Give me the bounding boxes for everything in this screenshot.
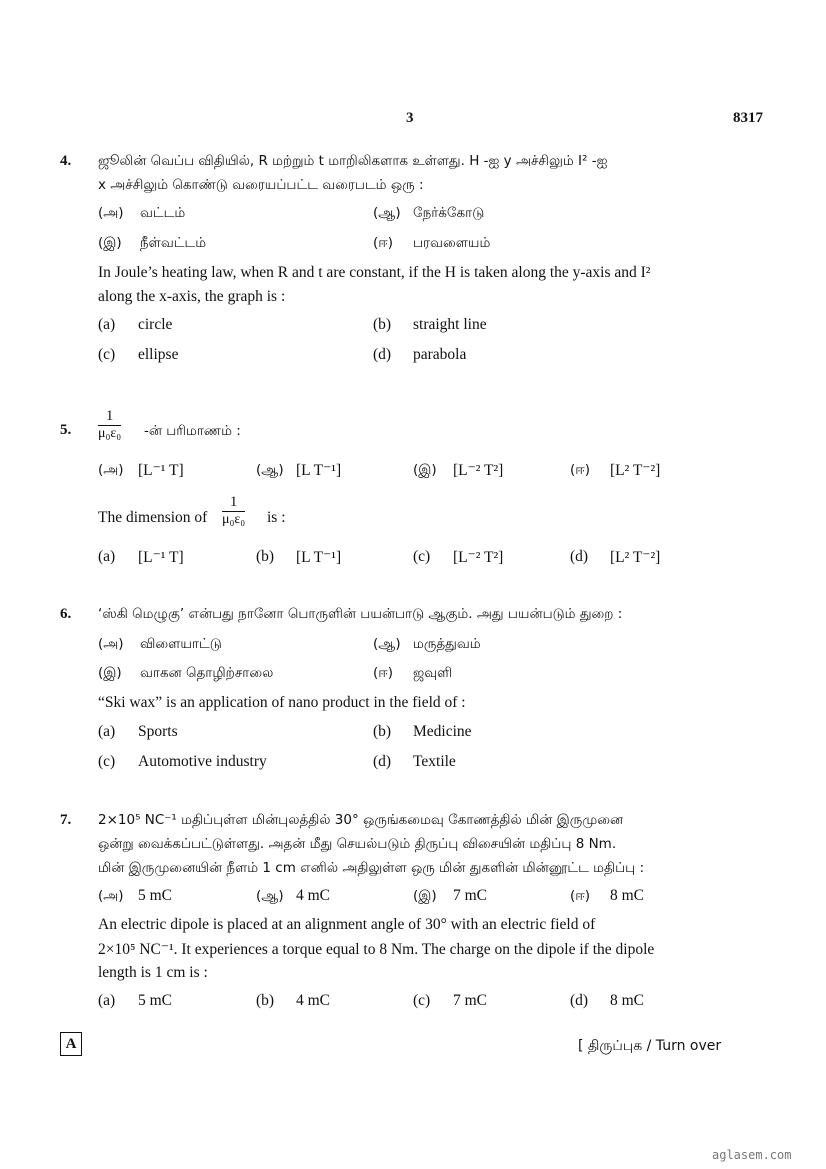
option-label: (இ) <box>98 665 122 681</box>
question-text-en: The dimension of <box>98 509 208 526</box>
fraction <box>98 408 121 442</box>
option-label: (c) <box>413 548 431 565</box>
question-text-en: 2×10⁵ NC⁻¹. It experiences a torque equal to 8 Nm. The charge on the dipole if the dipole <box>98 941 655 958</box>
option-label: (d) <box>373 753 392 770</box>
option-label: (அ) <box>98 462 124 478</box>
option-text: 7 mC <box>453 887 488 904</box>
paper-code: 8317 <box>733 110 763 126</box>
option-text: ellipse <box>138 346 179 363</box>
option-text: ஜவுளி <box>413 665 453 681</box>
option-label: (இ) <box>413 462 437 478</box>
question-text-ta: x அச்சிலும் கொண்டு வரையப்பட்ட வரைபடம் ஒரு : <box>98 177 424 193</box>
option-text: [L² T⁻²] <box>610 462 661 479</box>
option-text: விளையாட்டு <box>140 636 222 652</box>
question-text-en: In Joule’s heating law, when R and t are constant, if the H is taken along the y-axis and I² <box>98 264 651 281</box>
question-text-en: is : <box>267 509 286 526</box>
option-text: 5 mC <box>138 887 173 904</box>
option-label: (அ) <box>98 888 124 904</box>
option-label: (இ) <box>413 888 437 904</box>
turn-over-label <box>578 1036 721 1056</box>
option-text: Textile <box>413 753 456 770</box>
option-text: 5 mC <box>138 992 173 1009</box>
option-label: (ஆ) <box>373 205 401 221</box>
fraction-numerator: 1 <box>222 494 245 512</box>
option-text: நீள்வட்டம் <box>140 235 207 251</box>
option-text: வாகன தொழிற்சாலை <box>140 665 274 681</box>
fraction <box>222 494 245 528</box>
option-text: மருத்துவம் <box>413 636 481 652</box>
option-text: பரவளையம் <box>413 235 491 251</box>
option-label: (a) <box>98 723 116 740</box>
option-label: (ஆ) <box>373 636 401 652</box>
option-label: (இ) <box>98 235 122 251</box>
option-label: (ஈ) <box>373 665 394 681</box>
booklet-series-box: A <box>60 1032 82 1056</box>
option-text: Medicine <box>413 723 472 740</box>
watermark: aglasem.com <box>712 1148 792 1162</box>
option-label: (a) <box>98 548 116 565</box>
option-text: parabola <box>413 346 467 363</box>
option-text: [L⁻¹ T] <box>138 462 184 479</box>
question-text-ta: 2×10⁵ NC⁻¹ மதிப்புள்ள மின்புலத்தில் 30° ஒருங்கமைவு கோணத்தில் மின் இருமுனை <box>98 812 624 828</box>
fraction-denominator: μ₀ε₀ <box>98 426 122 441</box>
option-label: (அ) <box>98 205 124 221</box>
option-label: (c) <box>98 346 116 363</box>
option-label: (ஆ) <box>256 462 284 478</box>
option-text: [L⁻¹ T] <box>138 549 184 566</box>
option-text: நேர்க்கோடு <box>413 205 485 221</box>
option-text: straight line <box>413 316 487 333</box>
option-text: [L T⁻¹] <box>296 462 342 479</box>
option-label: (அ) <box>98 636 124 652</box>
option-text: [L T⁻¹] <box>296 549 342 566</box>
option-text: வட்டம் <box>140 205 186 221</box>
question-text-ta: ‘ஸ்கி மெழுகு’ என்பது நானோ பொருளின் பயன்பாடு ஆகும். அது பயன்படும் துறை : <box>98 606 623 622</box>
question-text-ta: ஒன்று வைக்கப்பட்டுள்ளது. அதன் மீது செயல்படும் திருப்பு விசையின் மதிப்பு 8 Nm. <box>98 836 617 852</box>
option-label: (b) <box>256 992 275 1009</box>
option-label: (b) <box>256 548 275 565</box>
fraction-numerator: 1 <box>98 408 121 426</box>
question-text-ta: ஜூலின் வெப்ப விதியில், R மற்றும் t மாறிலிகளாக உள்ளது. H -ஐ y அச்சிலும் I² -ஐ <box>98 153 608 169</box>
option-label: (ஈ) <box>570 888 591 904</box>
question-number: 6. <box>60 606 72 622</box>
option-text: [L² T⁻²] <box>610 549 661 566</box>
question-text-en: An electric dipole is placed at an alignment angle of 30° with an electric field of <box>98 916 596 933</box>
page-number: 3 <box>406 110 414 126</box>
option-text: 4 mC <box>296 992 331 1009</box>
option-label: (ஆ) <box>256 888 284 904</box>
question-text-en: along the x-axis, the graph is : <box>98 288 286 305</box>
question-number: 5. <box>60 422 72 438</box>
option-text: 7 mC <box>453 992 488 1009</box>
option-label: (d) <box>570 548 589 565</box>
option-label: (c) <box>98 753 116 770</box>
question-number: 4. <box>60 153 72 169</box>
question-number: 7. <box>60 812 72 828</box>
option-label: (a) <box>98 316 116 333</box>
option-text: 8 mC <box>610 992 645 1009</box>
option-label: (a) <box>98 992 116 1009</box>
option-text: 4 mC <box>296 887 331 904</box>
option-label: (d) <box>373 346 392 363</box>
question-text-en: length is 1 cm is : <box>98 964 208 981</box>
option-label: (ஈ) <box>373 235 394 251</box>
option-label: (ஈ) <box>570 462 591 478</box>
option-label: (b) <box>373 723 392 740</box>
option-text: Automotive industry <box>138 753 267 770</box>
option-text: [L⁻² T²] <box>453 549 504 566</box>
question-text-ta: மின் இருமுனையின் நீளம் 1 cm எனில் அதிலுள்ள ஒரு மின் துகளின் மின்னூட்ட மதிப்பு : <box>98 860 644 876</box>
option-text: [L⁻² T²] <box>453 462 504 479</box>
option-label: (c) <box>413 992 431 1009</box>
option-text: circle <box>138 316 173 333</box>
option-label: (d) <box>570 992 589 1009</box>
question-text-en: “Ski wax” is an application of nano product in the field of : <box>98 694 466 711</box>
option-text: Sports <box>138 723 178 740</box>
question-text-ta: -ன் பரிமாணம் : <box>144 423 241 439</box>
option-label: (b) <box>373 316 392 333</box>
option-text: 8 mC <box>610 887 645 904</box>
turn-over-text: [ திருப்புக / Turn over <box>578 1038 722 1054</box>
fraction-denominator: μ₀ε₀ <box>222 512 246 527</box>
